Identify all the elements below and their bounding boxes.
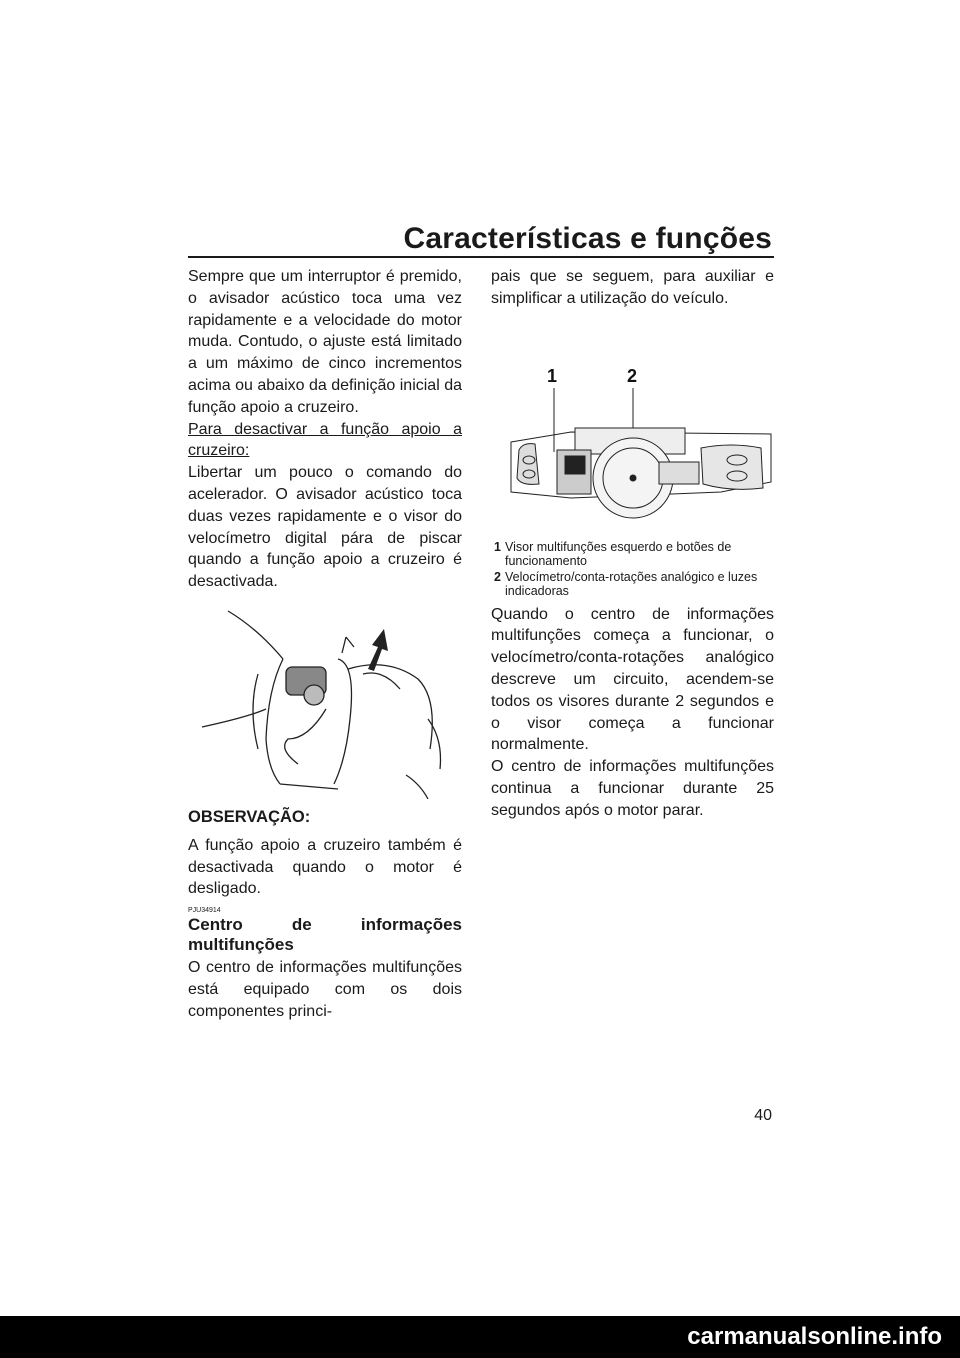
body-paragraph: O centro de informações multifunções continua a funcionar durante 25 segundos após o motor parar. <box>491 758 774 819</box>
figure-callout-2: 2 <box>627 365 638 386</box>
body-paragraph: Sempre que um interruptor é premido, o avisador acústico toca uma vez rapidamente e a velocidade do motor muda. Contudo, o ajuste está limitado a um máximo de cinco incrementos acima ou abaixo da definição inicial da função apoio a cruzeiro. <box>188 268 462 416</box>
title-rule <box>188 256 774 258</box>
section-code: PJU34914 <box>188 907 221 915</box>
caption-text: Velocímetro/conta-rotações analógico e luzes indicadoras <box>505 569 758 598</box>
watermark-text[interactable]: carmanualsonline.info <box>687 1323 942 1350</box>
caption-text: Visor multifunções esquerdo e botões de funcionamento <box>505 539 732 568</box>
body-paragraph: pais que se seguem, para auxiliar e simplificar a utilização do veículo. <box>491 268 774 307</box>
subheading: Para desactivar a função apoio a cruzeiro: <box>188 420 462 460</box>
body-paragraph: Quando o centro de informações multifunções começa a funcionar, o velocímetro/conta-rotações analógico descreve um circuito, acendem-se todos os visores durante 2 segundos e o visor começa a funcionar normalmente. <box>491 605 774 754</box>
figure-caption <box>491 540 774 568</box>
right-column <box>491 266 774 822</box>
section-title: Centro de informações multifunções <box>188 915 462 955</box>
caption-number: 2 <box>494 569 501 584</box>
left-column <box>188 266 462 1023</box>
caption-number: 1 <box>494 539 501 554</box>
note-text: A função apoio a cruzeiro também é desactivada quando o motor é desligado. <box>188 836 462 898</box>
figure-callout-1: 1 <box>547 365 558 386</box>
throttle-illustration <box>188 599 462 799</box>
body-paragraph: O centro de informações multifunções está equipado com os dois componentes princi- <box>188 959 462 1020</box>
page-number: 40 <box>754 1107 772 1124</box>
body-paragraph: Libertar um pouco o comando do acelerador. O avisador acústico toca duas vezes rapidamente e o visor do velocímetro digital pára de piscar quando a função apoio a cruzeiro é desactivada. <box>188 464 462 591</box>
page-title: Características e funções <box>403 222 772 255</box>
instrument-panel-illustration <box>491 352 774 532</box>
figure-caption <box>491 570 774 598</box>
note-title: OBSERVAÇÃO: <box>188 807 311 826</box>
footer-watermark-bar <box>0 1316 960 1358</box>
